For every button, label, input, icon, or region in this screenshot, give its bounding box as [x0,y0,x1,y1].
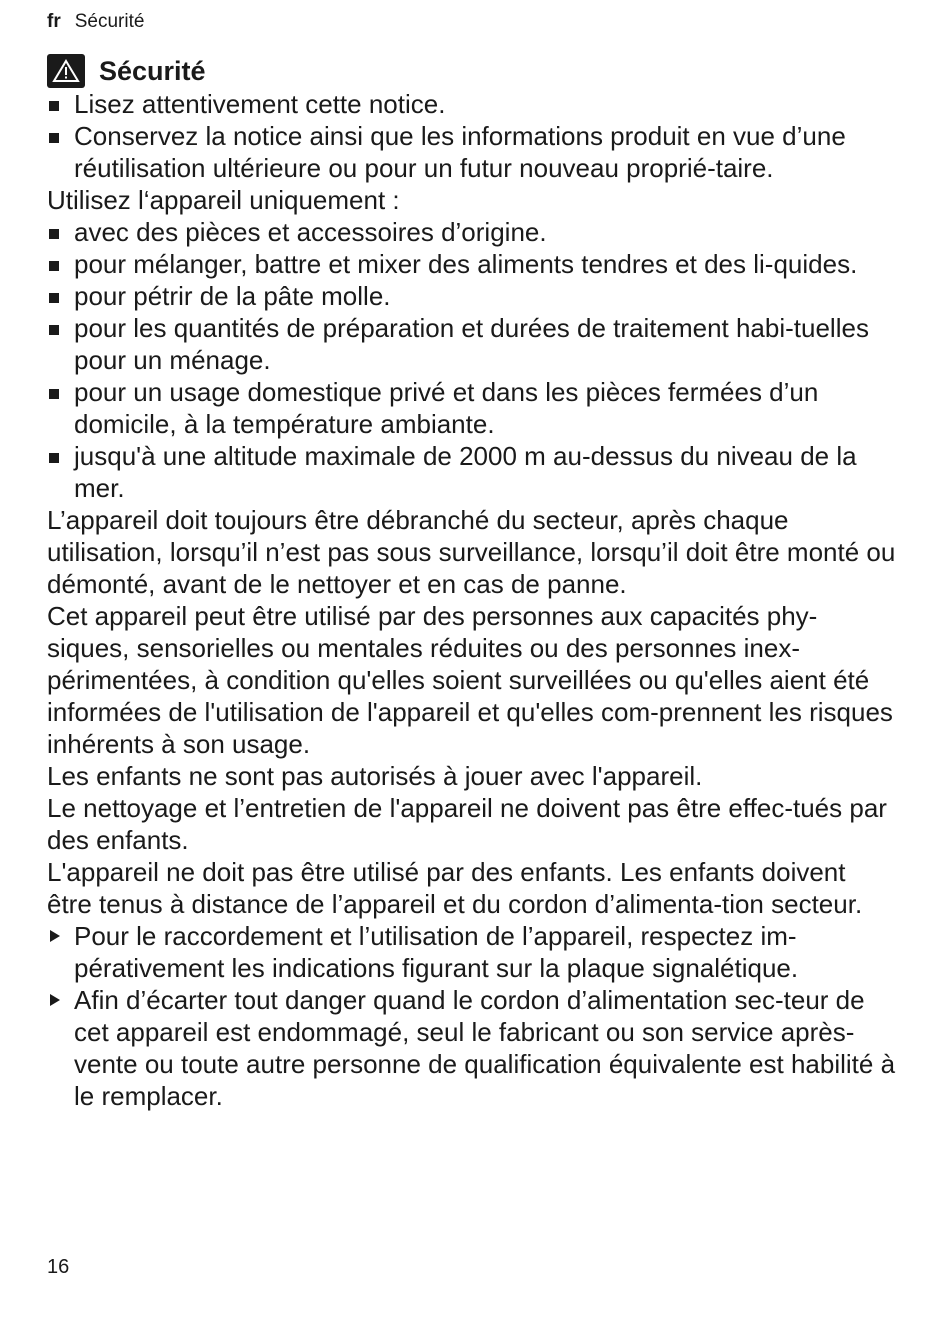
list-item: Lisez attentivement cette notice. [47,88,897,120]
paragraph: Cet appareil peut être utilisé par des personnes aux capacités phy-siques, sensorielles ou mentales réduites ou des personnes inex-périmentées, à condition qu'elles soient surveillées ou qu'elles aient été informées de l'utilisation de l'appareil et qu'elles com-prennent les risques inhérents à son usage. [47,601,893,759]
action-list [47,920,897,1112]
paragraph: Le nettoyage et l’entretien de l'appareil ne doivent pas être effec-tués par des enfants. [47,793,887,855]
page-number: 16 [47,1256,70,1278]
language-code: fr [47,11,61,32]
list-item: Afin d’écarter tout danger quand le cordon d’alimentation sec-teur de cet appareil est endommagé, seul le fabricant ou son service après-vente ou toute autre personne de qualification équivalente est habilité à le remplacer. [47,984,897,1112]
section-title: Sécurité [99,56,206,86]
header-section: Sécurité [74,11,145,32]
paragraph: Les enfants ne sont pas autorisés à jouer avec l'appareil. [47,761,703,791]
section-heading [47,54,897,88]
instruction-list-1 [47,88,897,184]
paragraph: L'appareil ne doit pas être utilisé par des enfants. Les enfants doivent être tenus à distance de l’appareil et du cordon d’alimenta-tion secteur. [47,857,863,919]
list-item: Pour le raccordement et l’utilisation de l’appareil, respectez im-pérativement les indications figurant sur la plaque signalétique. [47,920,897,984]
running-header [47,10,144,34]
list-item: pour les quantités de préparation et durées de traitement habi-tuelles pour un ménage. [47,312,897,376]
list-item: pour un usage domestique privé et dans les pièces fermées d’un domicile, à la température ambiante. [47,376,897,440]
list-item: pour pétrir de la pâte molle. [47,280,897,312]
warning-triangle-icon [47,54,85,88]
page-content [47,54,897,1112]
usage-intro: Utilisez l‘appareil uniquement : [47,185,400,215]
list-item: avec des pièces et accessoires d’origine. [47,216,897,248]
list-item: pour mélanger, battre et mixer des aliments tendres et des li-quides. [47,248,897,280]
list-item: Conservez la notice ainsi que les informations produit en vue d’une réutilisation ultérieure ou pour un futur nouveau proprié-taire. [47,120,897,184]
list-item: jusqu'à une altitude maximale de 2000 m au-dessus du niveau de la mer. [47,440,897,504]
paragraph: L’appareil doit toujours être débranché du secteur, après chaque utilisation, lorsqu’il n’est pas sous surveillance, lorsqu’il doit être monté ou démonté, avant de le nettoyer et en cas de panne. [47,505,896,599]
usage-list [47,216,897,504]
